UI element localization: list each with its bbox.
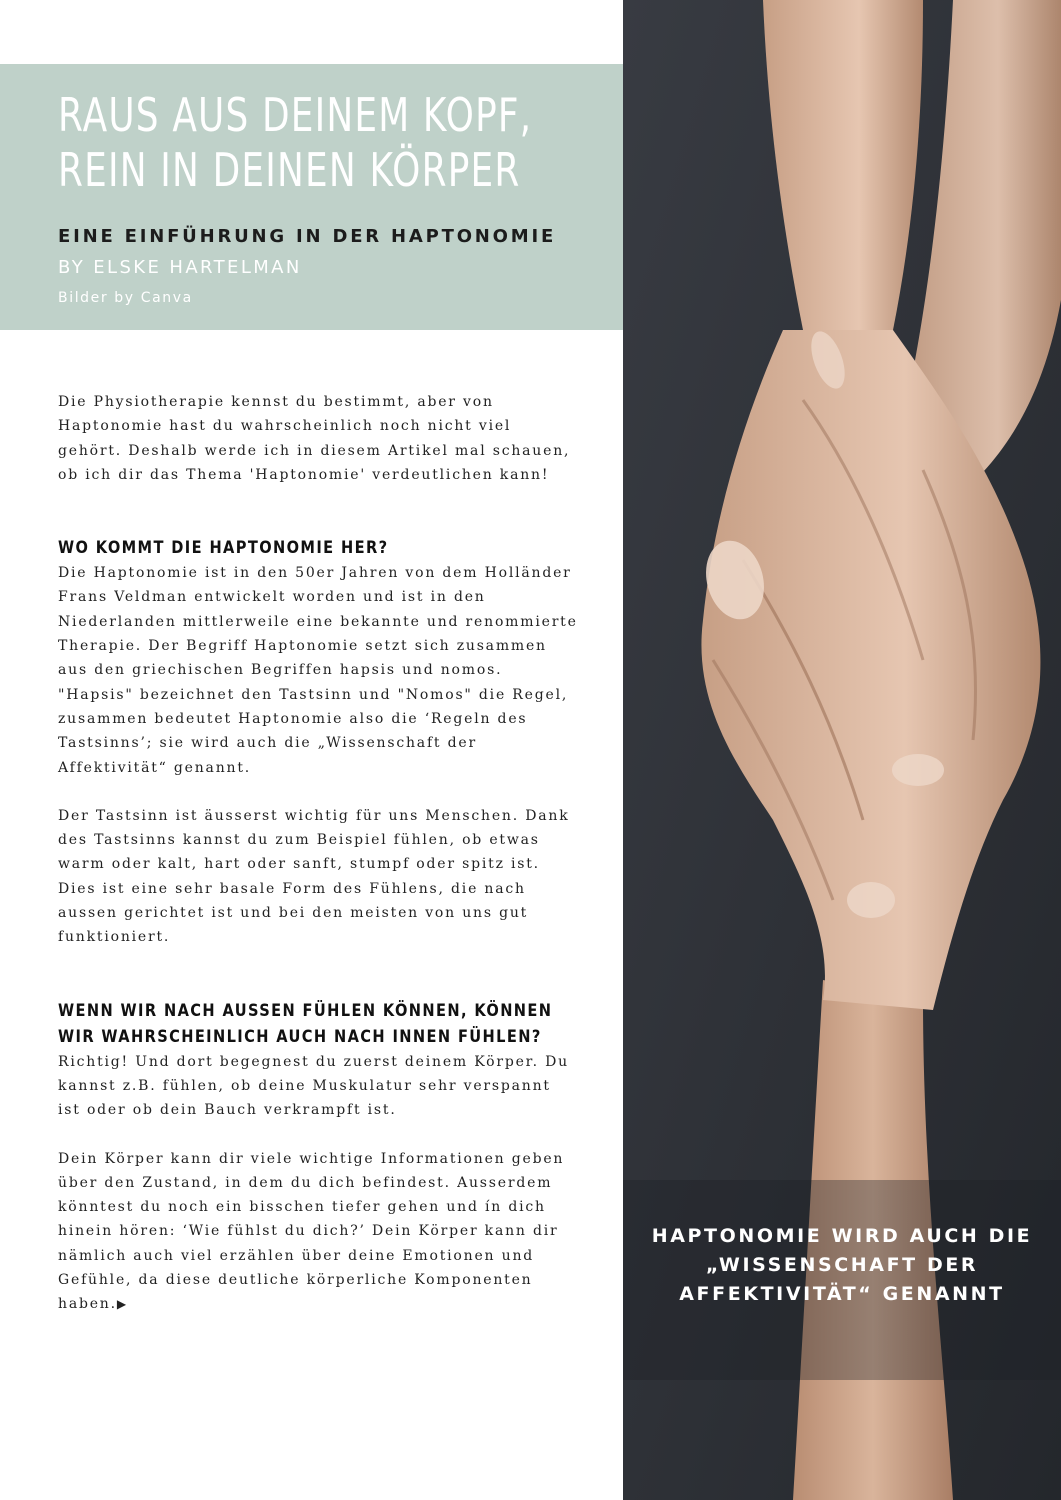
article-body — [58, 390, 578, 1317]
image-credit: Bilder by Canva — [58, 290, 193, 306]
section-inner-paragraph-2 — [58, 1147, 578, 1317]
photo-caption — [623, 1222, 1061, 1309]
continue-arrow-icon: ▶ — [116, 1297, 128, 1312]
header-banner — [0, 64, 637, 330]
title-line-2: REIN IN DEINEN KÖRPER — [58, 143, 521, 197]
holding-hands-photo — [623, 0, 1061, 1500]
section-heading-origin: WO KOMMT DIE HAPTONOMIE HER? — [58, 538, 389, 559]
caption-line-3: AFFEKTIVITÄT“ GENANNT — [679, 1283, 1005, 1305]
section-origin-paragraph-2: Der Tastsinn ist äusserst wichtig für uns Menschen. Dank des Tastsinns kannst du zum Beispiel fühlen, ob etwas warm oder kalt, hart oder sanft, stumpf oder spitz ist. Dies ist eine sehr basale Form des Fühlens, die nach aussen gerichtet ist und bei den meisten von uns gut funktioniert. — [58, 807, 570, 946]
section-inner-paragraph-2-text: Dein Körper kann dir viele wichtige Informationen geben über den Zustand, in dem du dich befindest. Ausserdem könntest du noch ein bisschen tiefer gehen und ín dich hinein hören: ‘Wie fühlst du dich?’ Dein Körper kann dir nämlich auch viel erzählen über deine Emotionen und Gefühle, da diese deutliche körperliche Komponenten haben. — [58, 1150, 565, 1313]
title-line-1: RAUS AUS DEINEM KOPF, — [58, 88, 533, 142]
author-byline: BY ELSKE HARTELMAN — [58, 257, 302, 278]
page-title — [58, 88, 532, 198]
section-origin-paragraph-1: Die Haptonomie ist in den 50er Jahren von dem Holländer Frans Veldman entwickelt worden und ist in den Niederlanden mittlerweile eine bekannte und renommierte Therapie. Der Begriff Haptonomie setzt sich zusammen aus den griechischen Begriffen hapsis und nomos. "Hapsis" bezeichnet den Tastsinn und "Nomos" die Regel, zusammen bedeutet Haptonomie also die ‘Regeln des Tastsinns’; sie wird auch die „Wissenschaft der Affektivität“ genannt. — [58, 565, 578, 776]
section-inner-paragraph-1: Richtig! Und dort begegnest du zuerst deinem Körper. Du kannst z.B. fühlen, ob deine Muskulatur sehr verspannt ist oder ob dein Bauch verkrampft ist. — [58, 1053, 569, 1119]
section-heading-inner-feeling: WENN WIR NACH AUSSEN FÜHLEN KÖNNEN, KÖNNEN WIR WAHRSCHEINLICH AUCH NACH INNEN FÜHLEN? — [58, 1000, 553, 1047]
subtitle: EINE EINFÜHRUNG IN DER HAPTONOMIE — [58, 226, 557, 247]
caption-line-2: „WISSENSCHAFT DER — [705, 1254, 979, 1276]
intro-paragraph: Die Physiotherapie kennst du bestimmt, aber von Haptonomie hast du wahrscheinlich noch nicht viel gehört. Deshalb werde ich in diesem Artikel mal schauen, ob ich dir das Thema 'Haptonomie' verdeutlichen kann! — [58, 394, 571, 483]
caption-line-1: HAPTONOMIE WIRD AUCH DIE — [651, 1225, 1033, 1247]
